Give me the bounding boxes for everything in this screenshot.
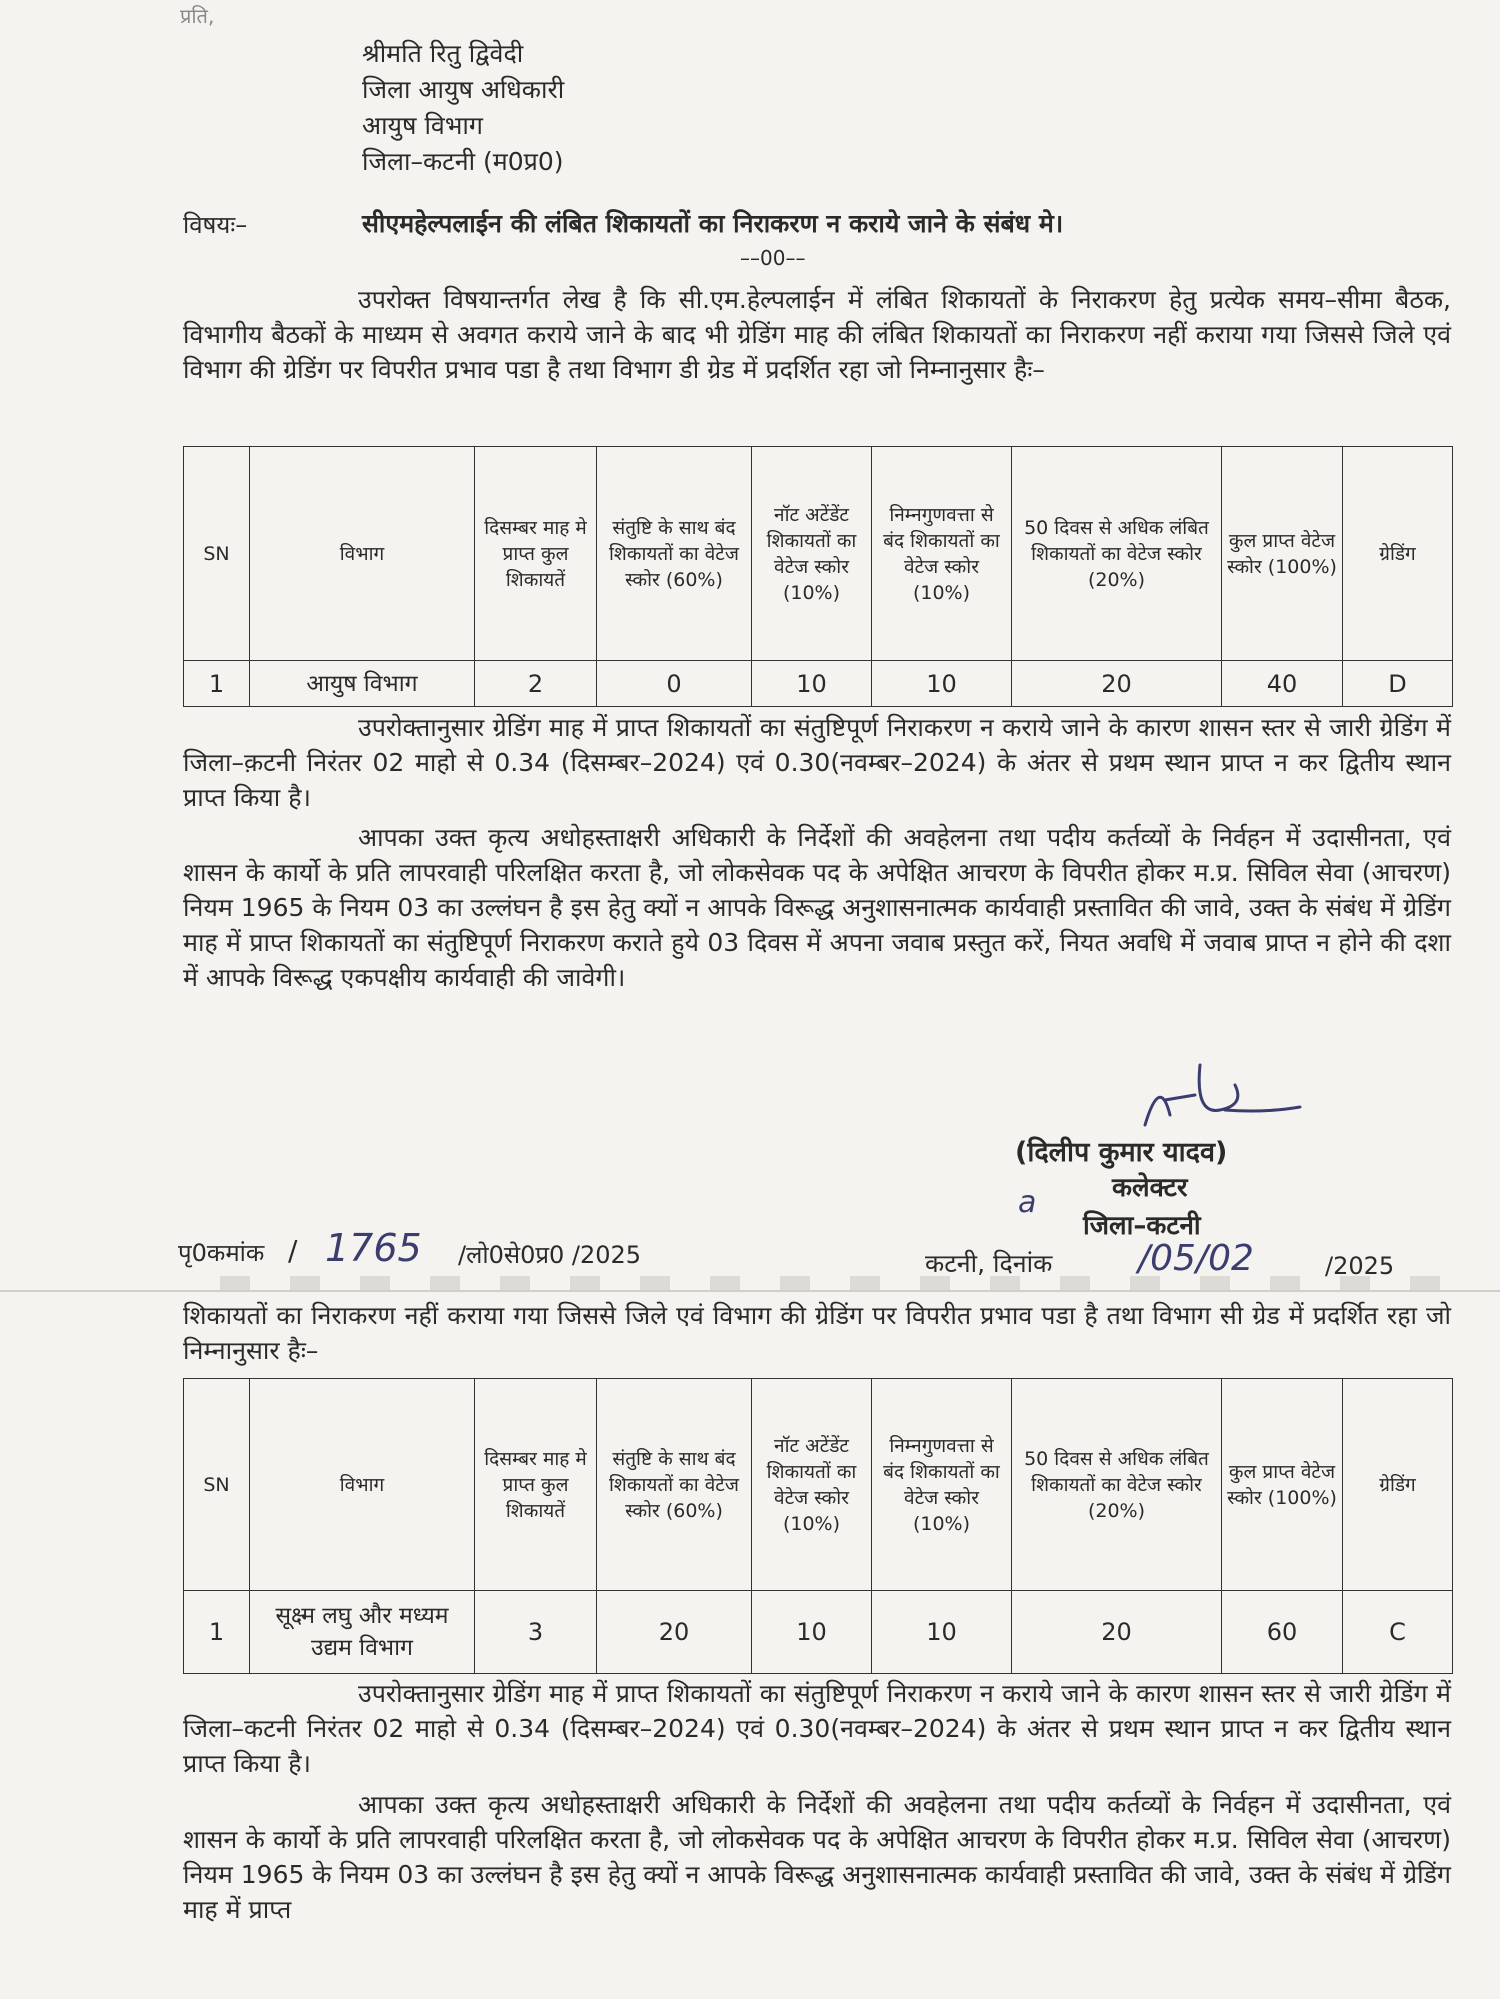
letter1-paragraph-3 bbox=[183, 820, 1451, 995]
page-overlap-edge bbox=[0, 1290, 1500, 1292]
header-total-score: कुल प्राप्त वेटेज स्कोर (100%) bbox=[1222, 1379, 1343, 1591]
paragraph-text: आपका उक्त कृत्य अधोहस्ताक्षरी अधिकारी के निर्देशों की अवहेलना तथा पदीय कर्तव्यों के निर्वहन में उदासीनता, एवं शासन के कार्यो के प्रति लापरवाही परिलक्षित करता है, जो लोकसेवक पद के अपेक्षित आचरण के विपरीत होकर म.प्र. सिविल सेवा (आचरण) नियम 1965 के नियम 03 का उल्लंघन है इस हेतु क्यों न आपके विरूद्ध अनुशासनात्मक कार्यवाही प्रस्तावित की जावे, उक्त के संबंध में ग्रेडिंग माह में प्राप्त bbox=[183, 1790, 1451, 1924]
subject-label: विषयः– bbox=[183, 211, 248, 239]
subject-text: सीएमहेल्पलाईन की लंबित शिकायतों का निराकरण न कराये जाने के संबंध मे। bbox=[362, 209, 1064, 238]
cell-sn: 1 bbox=[184, 661, 250, 707]
table-row bbox=[184, 661, 1453, 707]
cell-grading: D bbox=[1343, 661, 1453, 707]
recipient-district: जिला–कटनी (म0प्र0) bbox=[362, 147, 564, 176]
table-header-row bbox=[184, 447, 1453, 661]
cell-not-attended-score: 10 bbox=[752, 661, 872, 707]
cell-sn: 1 bbox=[184, 1591, 250, 1674]
cell-satisfaction-score: 20 bbox=[597, 1591, 752, 1674]
cell-total-score: 40 bbox=[1222, 661, 1343, 707]
header-total-score: कुल प्राप्त वेटेज स्कोर (100%) bbox=[1222, 447, 1343, 661]
paragraph-text: शिकायतों का निराकरण नहीं कराया गया जिससे जिले एवं विभाग की ग्रेडिंग पर विपरीत प्रभाव पडा है तथा विभाग सी ग्रेड में प्रदर्शित रहा जो निम्नानुसार हैः– bbox=[183, 1301, 1451, 1365]
paragraph-text: आपका उक्त कृत्य अधोहस्ताक्षरी अधिकारी के निर्देशों की अवहेलना तथा पदीय कर्तव्यों के निर्वहन में उदासीनता, एवं शासन के कार्यो के प्रति लापरवाही परिलक्षित करता है, जो लोकसेवक पद के अपेक्षित आचरण के विपरीत होकर म.प्र. सिविल सेवा (आचरण) नियम 1965 के नियम 03 का उल्लंघन है इस हेतु क्यों न आपके विरूद्ध अनुशासनात्मक कार्यवाही प्रस्तावित की जावे, उक्त के संबंध में ग्रेडिंग माह में प्राप्त शिकायतों का संतुष्टिपूर्ण निराकरण कराते हुये 03 दिवस में अपना जवाब प्रस्तुत करें, नियत अवधि में जवाब प्राप्त न होने की दशा में आपके विरूद्ध एकपक्षीय कार्यवाही की जावेगी। bbox=[183, 823, 1451, 992]
cell-satisfaction-score: 0 bbox=[597, 661, 752, 707]
reference-number-handwritten: 1765 bbox=[325, 1226, 422, 1270]
header-low-quality-score: निम्नगुणवत्ता से बंद शिकायतों का वेटेज स्कोर (10%) bbox=[872, 447, 1012, 661]
reference-prefix: पृ0कमांक bbox=[178, 1239, 265, 1267]
cell-low-quality-score: 10 bbox=[872, 661, 1012, 707]
reference-suffix: /लो0से0प्र0 /2025 bbox=[458, 1241, 642, 1269]
cell-low-quality-score: 10 bbox=[872, 1591, 1012, 1674]
table-header-row bbox=[184, 1379, 1453, 1591]
initial-mark: a bbox=[1018, 1185, 1037, 1220]
cell-total-complaints: 2 bbox=[475, 661, 597, 707]
header-satisfaction-score: संतुष्टि के साथ बंद शिकायतों का वेटेज स्कोर (60%) bbox=[597, 447, 752, 661]
date-year: /2025 bbox=[1325, 1252, 1395, 1280]
header-total-complaints: दिसम्बर माह मे प्राप्त कुल शिकायतें bbox=[475, 1379, 597, 1591]
header-grading: ग्रेडिंग bbox=[1343, 1379, 1453, 1591]
subject-separator: ––00–– bbox=[740, 246, 806, 270]
paragraph-text: उपरोक्त विषयान्तर्गत लेख है कि सी.एम.हेल्पलाईन में लंबित शिकायतों के निराकरण हेतु प्रत्येक समय–सीमा बैठक, विभागीय बैठकों के माध्यम से अवगत कराये जाने के बाद भी ग्रेडिंग माह की लंबित शिकायतों का निराकरण नहीं कराया गया जिससे जिले एवं विभाग की ग्रेडिंग पर विपरीत प्रभाव पडा है तथा विभाग डी ग्रेड में प्रदर्शित रहा जो निम्नानुसार हैः– bbox=[183, 285, 1451, 384]
header-department: विभाग bbox=[250, 1379, 475, 1591]
date-prefix: कटनी, दिनांक bbox=[925, 1249, 1053, 1278]
header-pending-50-days-score: 50 दिवस से अधिक लंबित शिकायतों का वेटेज स्कोर (20%) bbox=[1012, 447, 1222, 661]
signatory-name: (दिलीप कुमार यादव) bbox=[1015, 1137, 1228, 1168]
recipient-designation: जिला आयुष अधिकारी bbox=[362, 75, 565, 104]
paragraph-text: उपरोक्तानुसार ग्रेडिंग माह में प्राप्त शिकायतों का संतुष्टिपूर्ण निराकरण न कराये जाने के कारण शासन स्तर से जारी ग्रेडिंग में जिला–क़टनी निरंतर 02 माहो से 0.34 (दिसम्बर–2024) एवं 0.30(नवम्बर–2024) के अंतर से प्रथम स्थान प्राप्त न कर द्वितीय स्थान प्राप्त किया है। bbox=[183, 713, 1451, 812]
grading-table-1 bbox=[183, 446, 1453, 707]
letter2-paragraph-1-tail bbox=[183, 1298, 1451, 1368]
cell-pending-score: 20 bbox=[1012, 1591, 1222, 1674]
letter2-paragraph-3 bbox=[183, 1787, 1451, 1927]
signatory-designation: कलेक्टर bbox=[1112, 1173, 1188, 1203]
header-not-attended-score: नॉट अटेंडेंट शिकायतों का वेटेज स्कोर (10%) bbox=[752, 447, 872, 661]
cell-not-attended-score: 10 bbox=[752, 1591, 872, 1674]
cell-pending-score: 20 bbox=[1012, 661, 1222, 707]
header-pending-50-days-score: 50 दिवस से अधिक लंबित शिकायतों का वेटेज स्कोर (20%) bbox=[1012, 1379, 1222, 1591]
recipient-name: श्रीमति रितु द्विवेदी bbox=[362, 39, 524, 68]
header-department: विभाग bbox=[250, 447, 475, 661]
cell-department: आयुष विभाग bbox=[250, 661, 475, 707]
date-handwritten: /05/02 bbox=[1138, 1238, 1254, 1279]
salutation-fragment: प्रति, bbox=[180, 4, 215, 28]
header-satisfaction-score: संतुष्टि के साथ बंद शिकायतों का वेटेज स्कोर (60%) bbox=[597, 1379, 752, 1591]
header-low-quality-score: निम्नगुणवत्ता से बंद शिकायतों का वेटेज स्कोर (10%) bbox=[872, 1379, 1012, 1591]
cell-total-score: 60 bbox=[1222, 1591, 1343, 1674]
header-total-complaints: दिसम्बर माह मे प्राप्त कुल शिकायतें bbox=[475, 447, 597, 661]
cell-total-complaints: 3 bbox=[475, 1591, 597, 1674]
letter1-paragraph-2 bbox=[183, 710, 1451, 815]
header-sn: SN bbox=[184, 447, 250, 661]
header-sn: SN bbox=[184, 1379, 250, 1591]
table-row bbox=[184, 1591, 1453, 1674]
slash-mark: / bbox=[288, 1234, 298, 1267]
recipient-department: आयुष विभाग bbox=[362, 111, 483, 140]
grading-table-2 bbox=[183, 1378, 1453, 1674]
letter1-paragraph-1 bbox=[183, 282, 1451, 387]
paragraph-text: उपरोक्तानुसार ग्रेडिंग माह में प्राप्त शिकायतों का संतुष्टिपूर्ण निराकरण न कराये जाने के कारण शासन स्तर से जारी ग्रेडिंग में जिला–कटनी निरंतर 02 माहो से 0.34 (दिसम्बर–2024) एवं 0.30(नवम्बर–2024) के अंतर से प्रथम स्थान प्राप्त न कर द्वितीय स्थान प्राप्त किया है। bbox=[183, 1679, 1451, 1778]
header-not-attended-score: नॉट अटेंडेंट शिकायतों का वेटेज स्कोर (10%) bbox=[752, 1379, 872, 1591]
cell-department: सूक्ष्म लघु और मध्यम उद्यम विभाग bbox=[250, 1591, 475, 1674]
signatory-district: जिला–कटनी bbox=[1083, 1211, 1201, 1241]
letter2-paragraph-2 bbox=[183, 1676, 1451, 1781]
header-grading: ग्रेडिंग bbox=[1343, 447, 1453, 661]
cut-off-text-fragment bbox=[180, 1276, 1450, 1290]
cell-grading: C bbox=[1343, 1591, 1453, 1674]
